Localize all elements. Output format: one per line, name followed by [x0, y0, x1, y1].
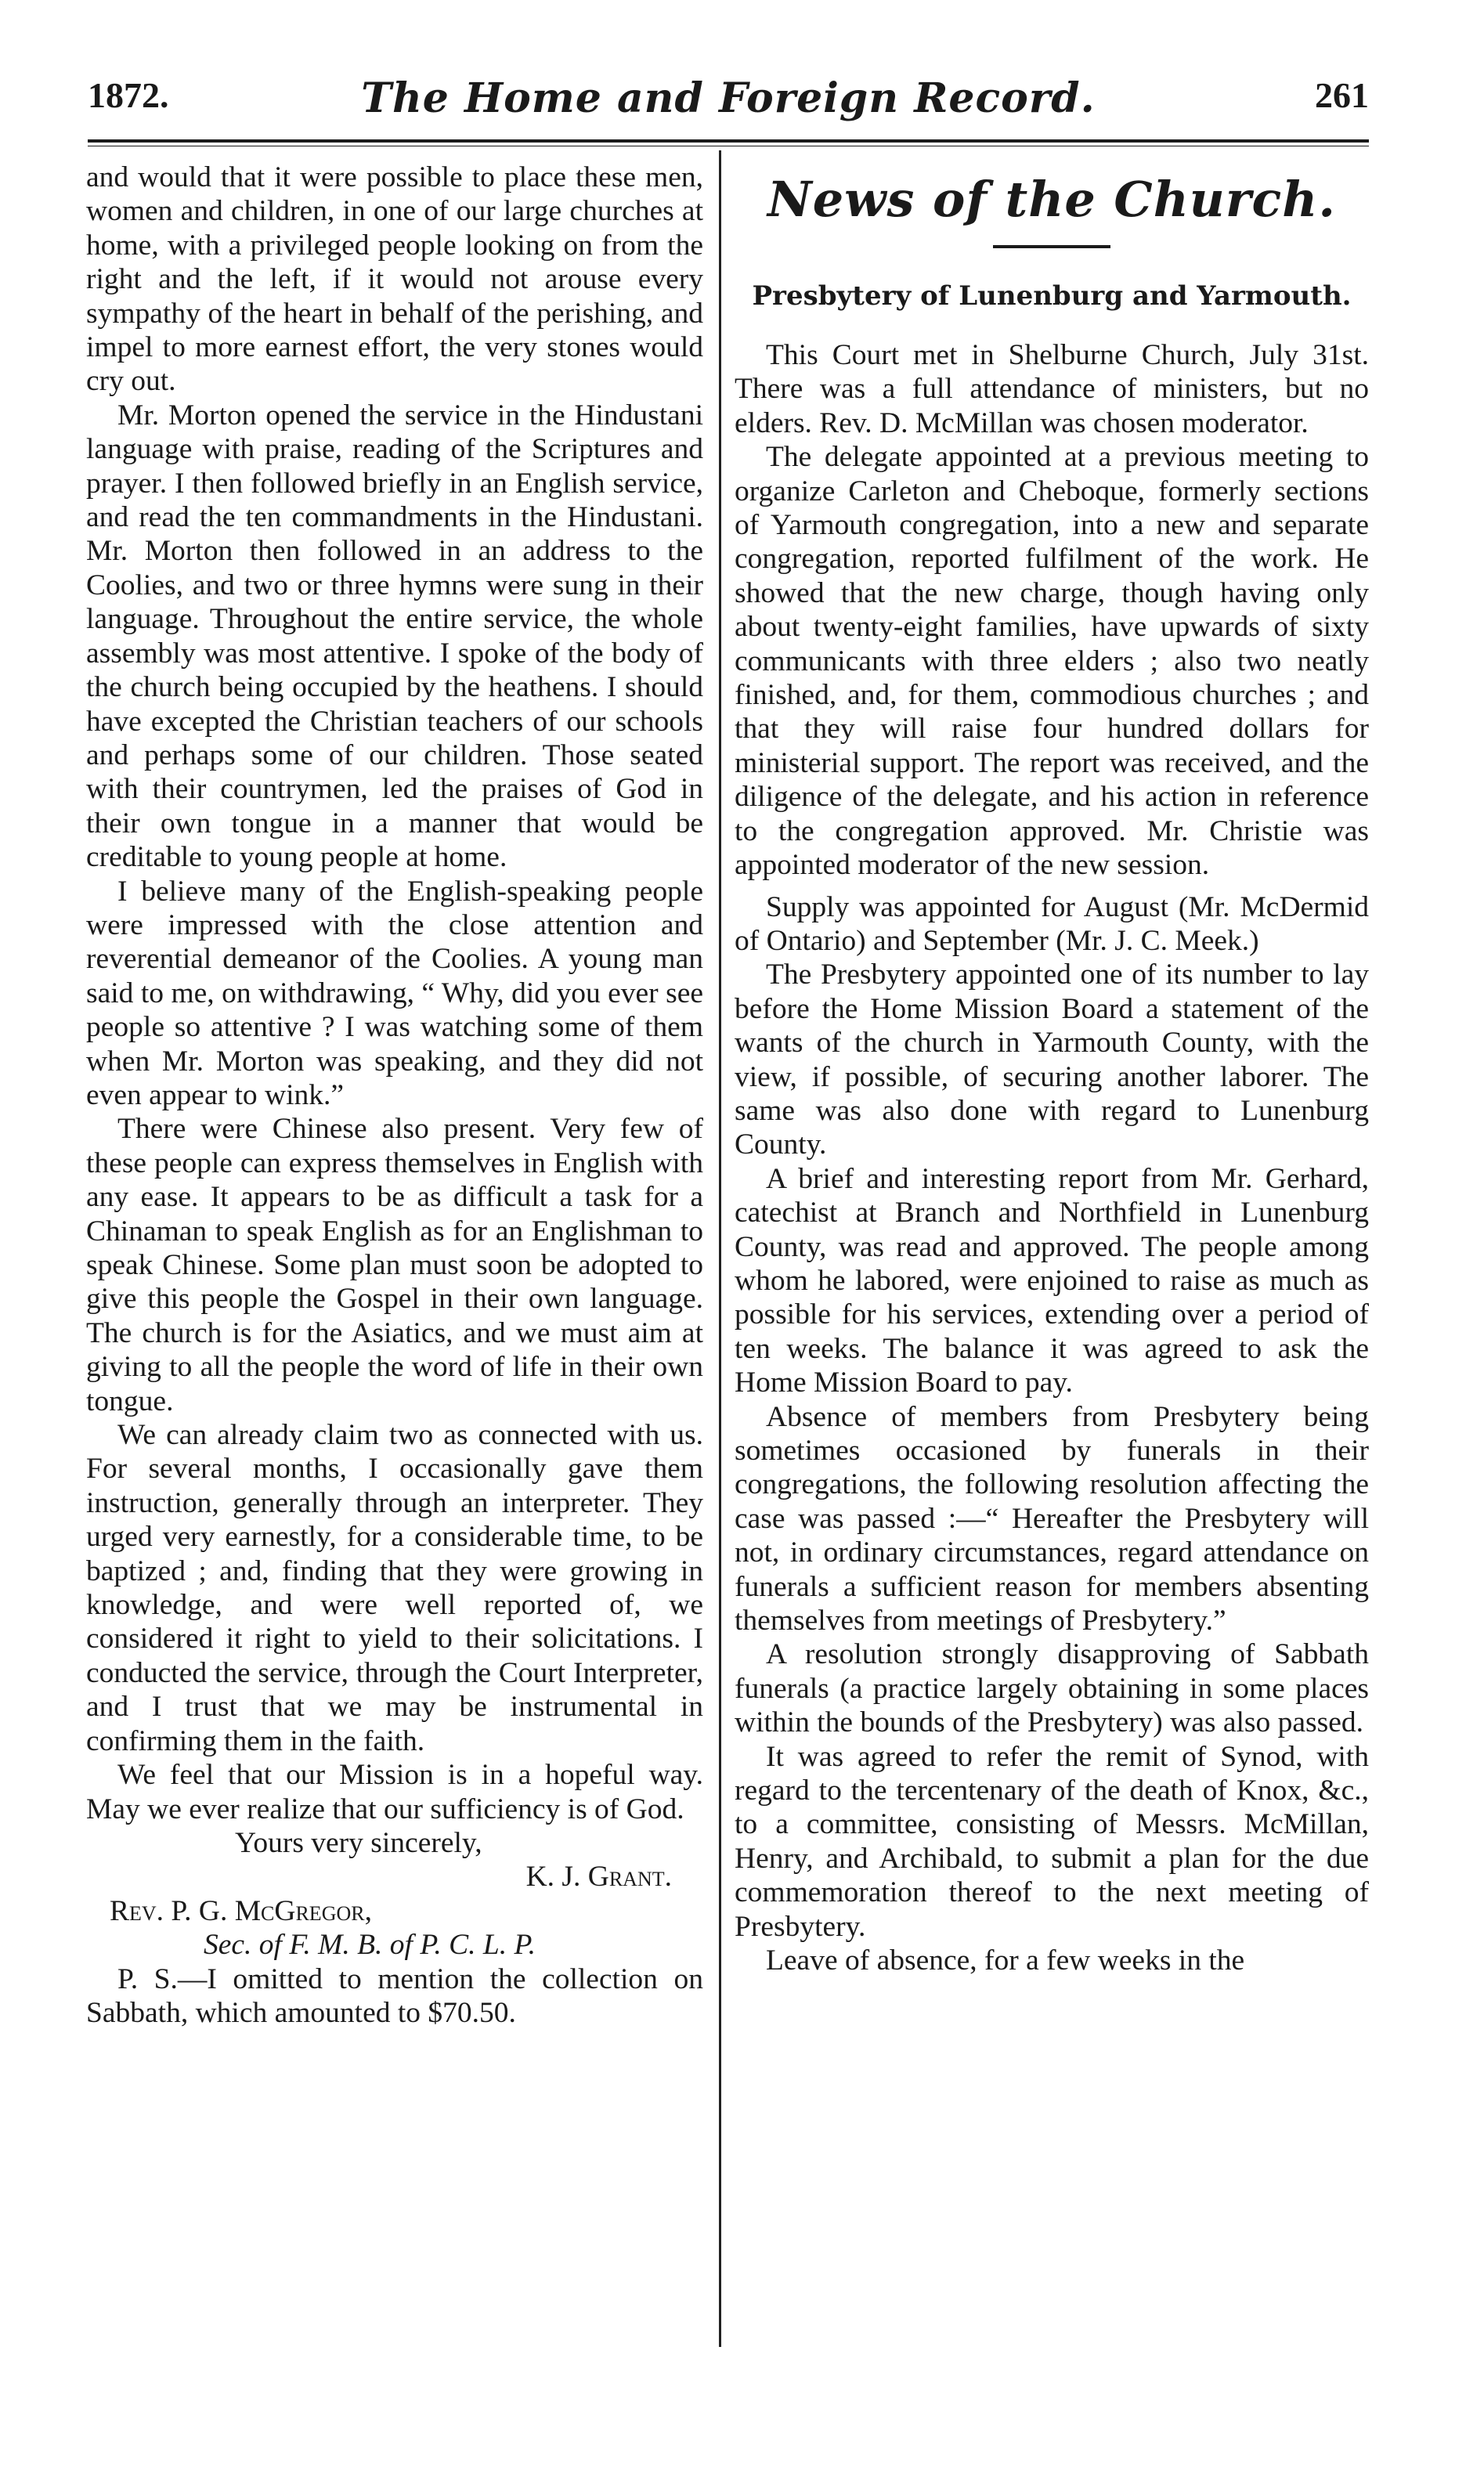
article-subheading: Presbytery of Lunenburg and Yarmouth. [752, 280, 1352, 312]
paragraph: Absence of members from Presbytery being sometimes occasioned by funerals in their congregations, the following resolution affecting the case was passed :—“ Hereafter the Presbytery will not, in ordinary circumstances, regard attendance on funerals a sufficient reason for members absenting themselves from meetings of Presbytery.” [735, 1400, 1369, 1637]
paragraph: This Court met in Shelburne Church, July 31st. There was a full attendance of ministers, but no elders. Rev. D. McMillan was chosen moderator. [735, 339, 1369, 439]
right-column [735, 168, 1369, 1978]
paragraph: A resolution strongly disapproving of Sabbath funerals (a practice largely obtaining in some places within the bounds of the Presbytery) was also passed. [735, 1638, 1369, 1739]
paragraph: The Presbytery appointed one of its number to lay before the Home Mission Board a statement of the wants of the church in Yarmouth County, with the view, if possible, of securing another laborer. The same was also done with regard to Lunenburg County. [735, 959, 1369, 1161]
letter-addressee: Rev. P. G. McGregor, [110, 1894, 372, 1927]
paragraph: The delegate appointed at a previous meeting to organize Carleton and Cheboque, formerly sections of Yarmouth congregation, into a new and separate congregation, reported fulfilment of the work. He showed that the new charge, though having only about twenty-eight families, have upwards of sixty communicants with three elders ; also two neatly finished, and, for them, commodious churches ; and that they will raise four hundred dollars for ministerial support. The report was received, and the diligence of the delegate, and his action in reference to the congregation approved. Mr. Christie was appointed moderator of the new session. [735, 441, 1369, 882]
paragraph: Leave of absence, for a few weeks in the [766, 1944, 1245, 1977]
masthead-title: The Home and Foreign Record. [361, 74, 1096, 122]
letter-signature: K. J. Grant. [525, 1861, 672, 1894]
paragraph: Supply was appointed for August (Mr. McDermid of Ontario) and September (Mr. J. C. Meek.) [735, 890, 1369, 957]
paragraph: Mr. Morton opened the service in the Hindustani language with praise, reading of the Scriptures and prayer. I then followed briefly in an English service, and read the ten commandments in the Hindustani. Mr. Morton then followed in an address to the Coolies, and two or three hymns were sung in their language. Throughout the entire service, the whole assembly was most attentive. I spoke of the body of the church being occupied by the heathens. I should have excepted the Christian teachers of our schools and perhaps some of our children. Those seated with their countrymen, led the praises of God in their own tongue in a manner that would be creditable to young people at home. [86, 399, 703, 874]
title-rule [993, 245, 1110, 248]
letter-addressee-title: Sec. of F. M. B. of P. C. L. P. [204, 1929, 536, 1962]
left-column [86, 161, 703, 2030]
header-rule [88, 139, 1369, 143]
paragraph: and would that it were possible to place these men, women and children, in one of our large churches at home, with a privileged people looking on from the right and the left, if it would not arouse every sympathy of the heart in behalf of the perishing, and impel to more earnest effort, the very stones would cry out. [86, 161, 703, 398]
page-number: 261 [1315, 75, 1369, 115]
header-year: 1872. [88, 75, 169, 115]
page-header [88, 74, 1369, 137]
paragraph: We feel that our Mission is in a hopeful way. May we ever realize that our sufficiency is of God. [86, 1759, 703, 1825]
paragraph: There were Chinese also present. Very few of these people can express themselves in English with any ease. It appears to be as difficult a task for a Chinaman to speak English as for an Englishman to speak Chinese. Some plan must soon be adopted to give this people the Gospel in their own language. The church is for the Asiatics, and we must aim at giving to all the people the word of life in their own tongue. [86, 1113, 703, 1417]
section-title: News of the Church. [767, 171, 1336, 228]
paragraph: It was agreed to refer the remit of Synod, with regard to the tercentenary of the death of Knox, &c., to a committee, consisting of Messrs. McMillan, Henry, and Archibald, to submit a plan for the due commemoration thereof to the next meeting of Presbytery. [735, 1740, 1369, 1943]
paragraph: I believe many of the English-speaking people were impressed with the close attention and reverential demeanor of the Coolies. A young man said to me, on withdrawing, “ Why, did you ever see people so attentive ? I was watching some of them when Mr. Morton was speaking, and they did not even appear to wink.” [86, 875, 703, 1111]
postscript: P. S.—I omitted to mention the collection on Sabbath, which amounted to $70.50. [86, 1962, 703, 2029]
paragraph: We can already claim two as connected with us. For several months, I occasionally gave them instruction, generally through an interpreter. They urged very earnestly, for a considerable time, to be baptized ; and, finding that they were growing in knowledge, and were well reported of, we considered it right to yield to their solicitations. I conducted the service, through the Court Interpreter, and I trust that we may be instrumental in confirming them in the faith. [86, 1419, 703, 1757]
letter-closing: Yours very sincerely, [235, 1826, 482, 1859]
column-divider [719, 150, 721, 2347]
paragraph: A brief and interesting report from Mr. Gerhard, catechist at Branch and Northfield in Lunenburg County, was read and approved. The people among whom he labored, were enjoined to raise as much as possible for his services, extending over a period of ten weeks. The balance it was agreed to ask the Home Mission Board to pay. [735, 1162, 1369, 1399]
